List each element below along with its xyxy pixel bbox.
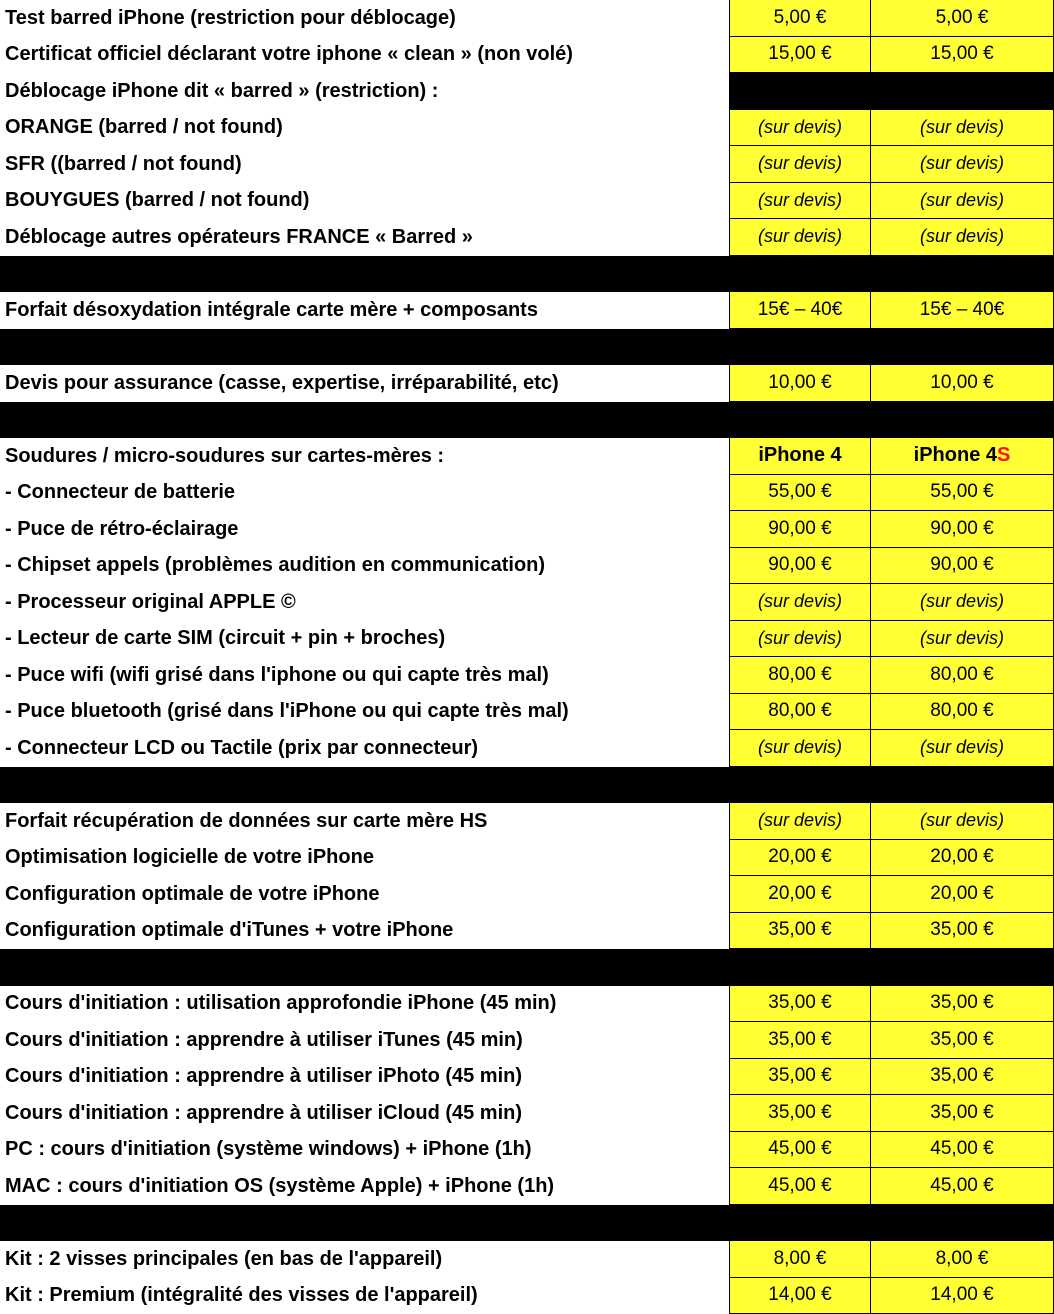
service-label: BOUYGUES (barred / not found) xyxy=(5,183,725,220)
table-row xyxy=(0,584,1054,621)
price-iphone4: 20,00 € xyxy=(729,840,871,877)
table-row xyxy=(0,292,1054,329)
service-label: Devis pour assurance (casse, expertise, irréparabilité, etc) xyxy=(5,365,725,402)
table-row xyxy=(0,876,1054,913)
price-iphone4: (sur devis) xyxy=(729,110,871,147)
price-iphone4s: 90,00 € xyxy=(871,548,1054,585)
column-header-suffix: S xyxy=(997,444,1010,467)
service-label: Kit : Premium (intégralité des visses de l'appareil) xyxy=(5,1278,725,1314)
price-iphone4s: (sur devis) xyxy=(871,146,1054,183)
price-iphone4s: 90,00 € xyxy=(871,511,1054,548)
price-iphone4: 35,00 € xyxy=(729,1022,871,1059)
section-separator xyxy=(0,1205,1054,1242)
table-row xyxy=(0,840,1054,877)
service-label: - Puce de rétro-éclairage xyxy=(5,511,725,548)
table-row xyxy=(0,986,1054,1023)
column-header-iphone4: iPhone 4 xyxy=(729,438,871,475)
service-label: Cours d'initiation : apprendre à utiliser iCloud (45 min) xyxy=(5,1095,725,1132)
service-label: Cours d'initiation : utilisation approfondie iPhone (45 min) xyxy=(5,986,725,1023)
price-iphone4: (sur devis) xyxy=(729,219,871,256)
price-iphone4: 15€ – 40€ xyxy=(729,292,871,329)
section-separator xyxy=(0,949,1054,986)
section-separator xyxy=(0,256,1054,293)
price-iphone4: (sur devis) xyxy=(729,730,871,767)
price-iphone4: (sur devis) xyxy=(729,803,871,840)
price-iphone4s: 5,00 € xyxy=(871,0,1054,37)
service-label: Cours d'initiation : apprendre à utiliser iPhoto (45 min) xyxy=(5,1059,725,1096)
price-iphone4: 55,00 € xyxy=(729,475,871,512)
price-iphone4s: (sur devis) xyxy=(871,219,1054,256)
table-row xyxy=(0,1059,1054,1096)
table-row xyxy=(0,365,1054,402)
price-iphone4s: 35,00 € xyxy=(871,913,1054,950)
price-iphone4: 35,00 € xyxy=(729,1059,871,1096)
table-row xyxy=(0,621,1054,658)
price-iphone4s: (sur devis) xyxy=(871,183,1054,220)
price-iphone4s: 35,00 € xyxy=(871,1059,1054,1096)
table-row xyxy=(0,1022,1054,1059)
service-label: Certificat officiel déclarant votre iphone « clean » (non volé) xyxy=(5,37,725,74)
price-iphone4: 10,00 € xyxy=(729,365,871,402)
price-iphone4: (sur devis) xyxy=(729,146,871,183)
price-iphone4s: (sur devis) xyxy=(871,621,1054,658)
price-iphone4: 35,00 € xyxy=(729,1095,871,1132)
price-iphone4: 35,00 € xyxy=(729,986,871,1023)
table-row xyxy=(0,803,1054,840)
service-label: Test barred iPhone (restriction pour déblocage) xyxy=(5,0,725,37)
table-row xyxy=(0,913,1054,950)
service-label: Configuration optimale de votre iPhone xyxy=(5,876,725,913)
price-iphone4s: 35,00 € xyxy=(871,986,1054,1023)
price-iphone4s: 8,00 € xyxy=(871,1241,1054,1278)
table-row xyxy=(0,475,1054,512)
table-row xyxy=(0,110,1054,147)
table-row xyxy=(0,146,1054,183)
price-iphone4s: (sur devis) xyxy=(871,584,1054,621)
price-iphone4s: (sur devis) xyxy=(871,730,1054,767)
service-label: - Lecteur de carte SIM (circuit + pin + broches) xyxy=(5,621,725,658)
price-iphone4: 90,00 € xyxy=(729,548,871,585)
table-row xyxy=(0,657,1054,694)
service-label: Déblocage autres opérateurs FRANCE « Barred » xyxy=(5,219,725,256)
blacked-out-cells xyxy=(729,73,1054,110)
price-iphone4: 45,00 € xyxy=(729,1168,871,1205)
service-label: ORANGE (barred / not found) xyxy=(5,110,725,147)
column-header-model: iPhone 4 xyxy=(914,444,997,467)
price-iphone4s: 15,00 € xyxy=(871,37,1054,74)
price-iphone4s: 45,00 € xyxy=(871,1132,1054,1169)
table-row xyxy=(0,694,1054,731)
table-row xyxy=(0,511,1054,548)
table-row xyxy=(0,730,1054,767)
table-row xyxy=(0,183,1054,220)
service-label: - Connecteur LCD ou Tactile (prix par connecteur) xyxy=(5,730,725,767)
service-label: - Processeur original APPLE © xyxy=(5,584,725,621)
price-iphone4s: 80,00 € xyxy=(871,657,1054,694)
service-label: - Chipset appels (problèmes audition en communication) xyxy=(5,548,725,585)
table-row xyxy=(0,73,1054,110)
section-separator xyxy=(0,402,1054,439)
service-label: Forfait récupération de données sur carte mère HS xyxy=(5,803,725,840)
price-iphone4: 90,00 € xyxy=(729,511,871,548)
service-label: Soudures / micro-soudures sur cartes-mères : xyxy=(5,438,725,475)
price-iphone4: 80,00 € xyxy=(729,694,871,731)
service-label: Forfait désoxydation intégrale carte mère + composants xyxy=(5,292,725,329)
price-iphone4s: 20,00 € xyxy=(871,840,1054,877)
price-iphone4: 14,00 € xyxy=(729,1278,871,1314)
table-row xyxy=(0,0,1054,37)
price-iphone4: 20,00 € xyxy=(729,876,871,913)
price-iphone4: 45,00 € xyxy=(729,1132,871,1169)
table-row xyxy=(0,1095,1054,1132)
service-label: MAC : cours d'initiation OS (système Apple) + iPhone (1h) xyxy=(5,1168,725,1205)
service-label: Cours d'initiation : apprendre à utiliser iTunes (45 min) xyxy=(5,1022,725,1059)
table-row xyxy=(0,1241,1054,1278)
price-iphone4: 80,00 € xyxy=(729,657,871,694)
service-label: Déblocage iPhone dit « barred » (restriction) : xyxy=(5,73,725,110)
service-label: - Puce wifi (wifi grisé dans l'iphone ou qui capte très mal) xyxy=(5,657,725,694)
service-label: - Puce bluetooth (grisé dans l'iPhone ou qui capte très mal) xyxy=(5,694,725,731)
price-iphone4s: 10,00 € xyxy=(871,365,1054,402)
section-separator xyxy=(0,767,1054,804)
price-iphone4: 15,00 € xyxy=(729,37,871,74)
section-separator xyxy=(0,329,1054,366)
table-row xyxy=(0,1278,1054,1314)
price-iphone4: 35,00 € xyxy=(729,913,871,950)
price-iphone4s: 14,00 € xyxy=(871,1278,1054,1314)
price-iphone4: 8,00 € xyxy=(729,1241,871,1278)
service-label: Configuration optimale d'iTunes + votre iPhone xyxy=(5,913,725,950)
price-iphone4: (sur devis) xyxy=(729,621,871,658)
price-iphone4s: 45,00 € xyxy=(871,1168,1054,1205)
table-row xyxy=(0,1132,1054,1169)
service-label: Optimisation logicielle de votre iPhone xyxy=(5,840,725,877)
price-iphone4s: 15€ – 40€ xyxy=(871,292,1054,329)
price-iphone4: (sur devis) xyxy=(729,183,871,220)
price-iphone4s: 20,00 € xyxy=(871,876,1054,913)
service-label: PC : cours d'initiation (système windows) + iPhone (1h) xyxy=(5,1132,725,1169)
price-iphone4s: (sur devis) xyxy=(871,110,1054,147)
column-header-iphone4s xyxy=(871,438,1054,475)
price-iphone4: 5,00 € xyxy=(729,0,871,37)
service-label: - Connecteur de batterie xyxy=(5,475,725,512)
table-row xyxy=(0,219,1054,256)
price-iphone4s: 35,00 € xyxy=(871,1022,1054,1059)
service-label: SFR ((barred / not found) xyxy=(5,146,725,183)
table-row xyxy=(0,548,1054,585)
service-label: Kit : 2 visses principales (en bas de l'appareil) xyxy=(5,1241,725,1278)
price-iphone4s: 80,00 € xyxy=(871,694,1054,731)
price-iphone4: (sur devis) xyxy=(729,584,871,621)
table-row xyxy=(0,37,1054,74)
price-iphone4s: 55,00 € xyxy=(871,475,1054,512)
price-iphone4s: 35,00 € xyxy=(871,1095,1054,1132)
price-iphone4s: (sur devis) xyxy=(871,803,1054,840)
table-row xyxy=(0,1168,1054,1205)
table-row xyxy=(0,438,1054,475)
